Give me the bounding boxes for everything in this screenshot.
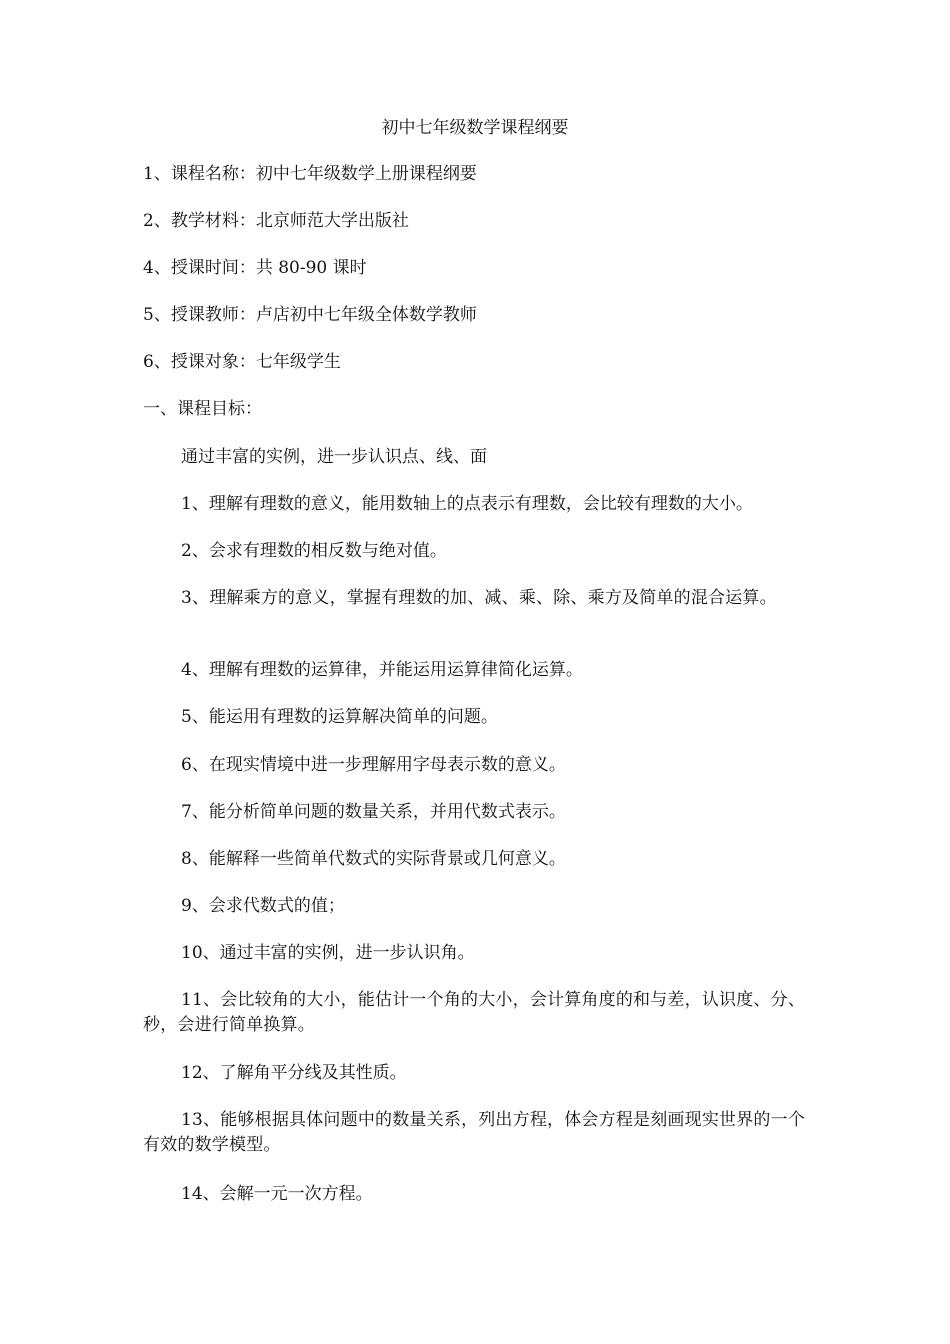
goal-item: 8、能解释一些简单代数式的实际背景或几何意义。 [181, 849, 566, 869]
info-course-name: 1、课程名称：初中七年级数学上册课程纲要 [143, 164, 477, 184]
goal-item: 1、理解有理数的意义，能用数轴上的点表示有理数，会比较有理数的大小。 [181, 494, 753, 514]
goal-item: 12、了解角平分线及其性质。 [181, 1063, 407, 1083]
info-class-hours: 4、授课时间：共 80-90 课时 [143, 258, 367, 278]
goal-item: 11、会比较角的大小，能估计一个角的大小，会计算角度的和与差，认识度、分、秒，会进行简单换算。 [143, 990, 806, 1035]
document-title: 初中七年级数学课程纲要 [381, 118, 569, 138]
goal-item: 4、理解有理数的运算律，并能运用运算律简化运算。 [181, 660, 583, 680]
goal-item: 3、理解乘方的意义，掌握有理数的加、减、乘、除、乘方及简单的混合运算。 [181, 588, 777, 608]
goal-item: 10、通过丰富的实例，进一步认识角。 [181, 943, 475, 963]
info-teaching-material: 2、教学材料：北京师范大学出版社 [143, 211, 409, 231]
goal-item: 5、能运用有理数的运算解决简单的问题。 [181, 707, 498, 727]
section-heading: 一、课程目标： [143, 399, 262, 419]
goal-item: 2、会求有理数的相反数与绝对值。 [181, 541, 447, 561]
info-teachers: 5、授课教师：卢店初中七年级全体数学教师 [143, 305, 477, 325]
goal-item: 13、能够根据具体问题中的数量关系，列出方程，体会方程是刻画现实世界的一个有效的数学模型。 [143, 1110, 806, 1155]
goal-item: 9、会求代数式的值； [181, 896, 345, 916]
goals-intro: 通过丰富的实例，进一步认识点、线、面 [181, 447, 487, 467]
info-audience: 6、授课对象：七年级学生 [143, 352, 341, 372]
goal-item: 14、会解一元一次方程。 [181, 1184, 373, 1204]
goal-item: 6、在现实情境中进一步理解用字母表示数的意义。 [181, 755, 566, 775]
goal-item: 7、能分析简单问题的数量关系，并用代数式表示。 [181, 802, 566, 822]
